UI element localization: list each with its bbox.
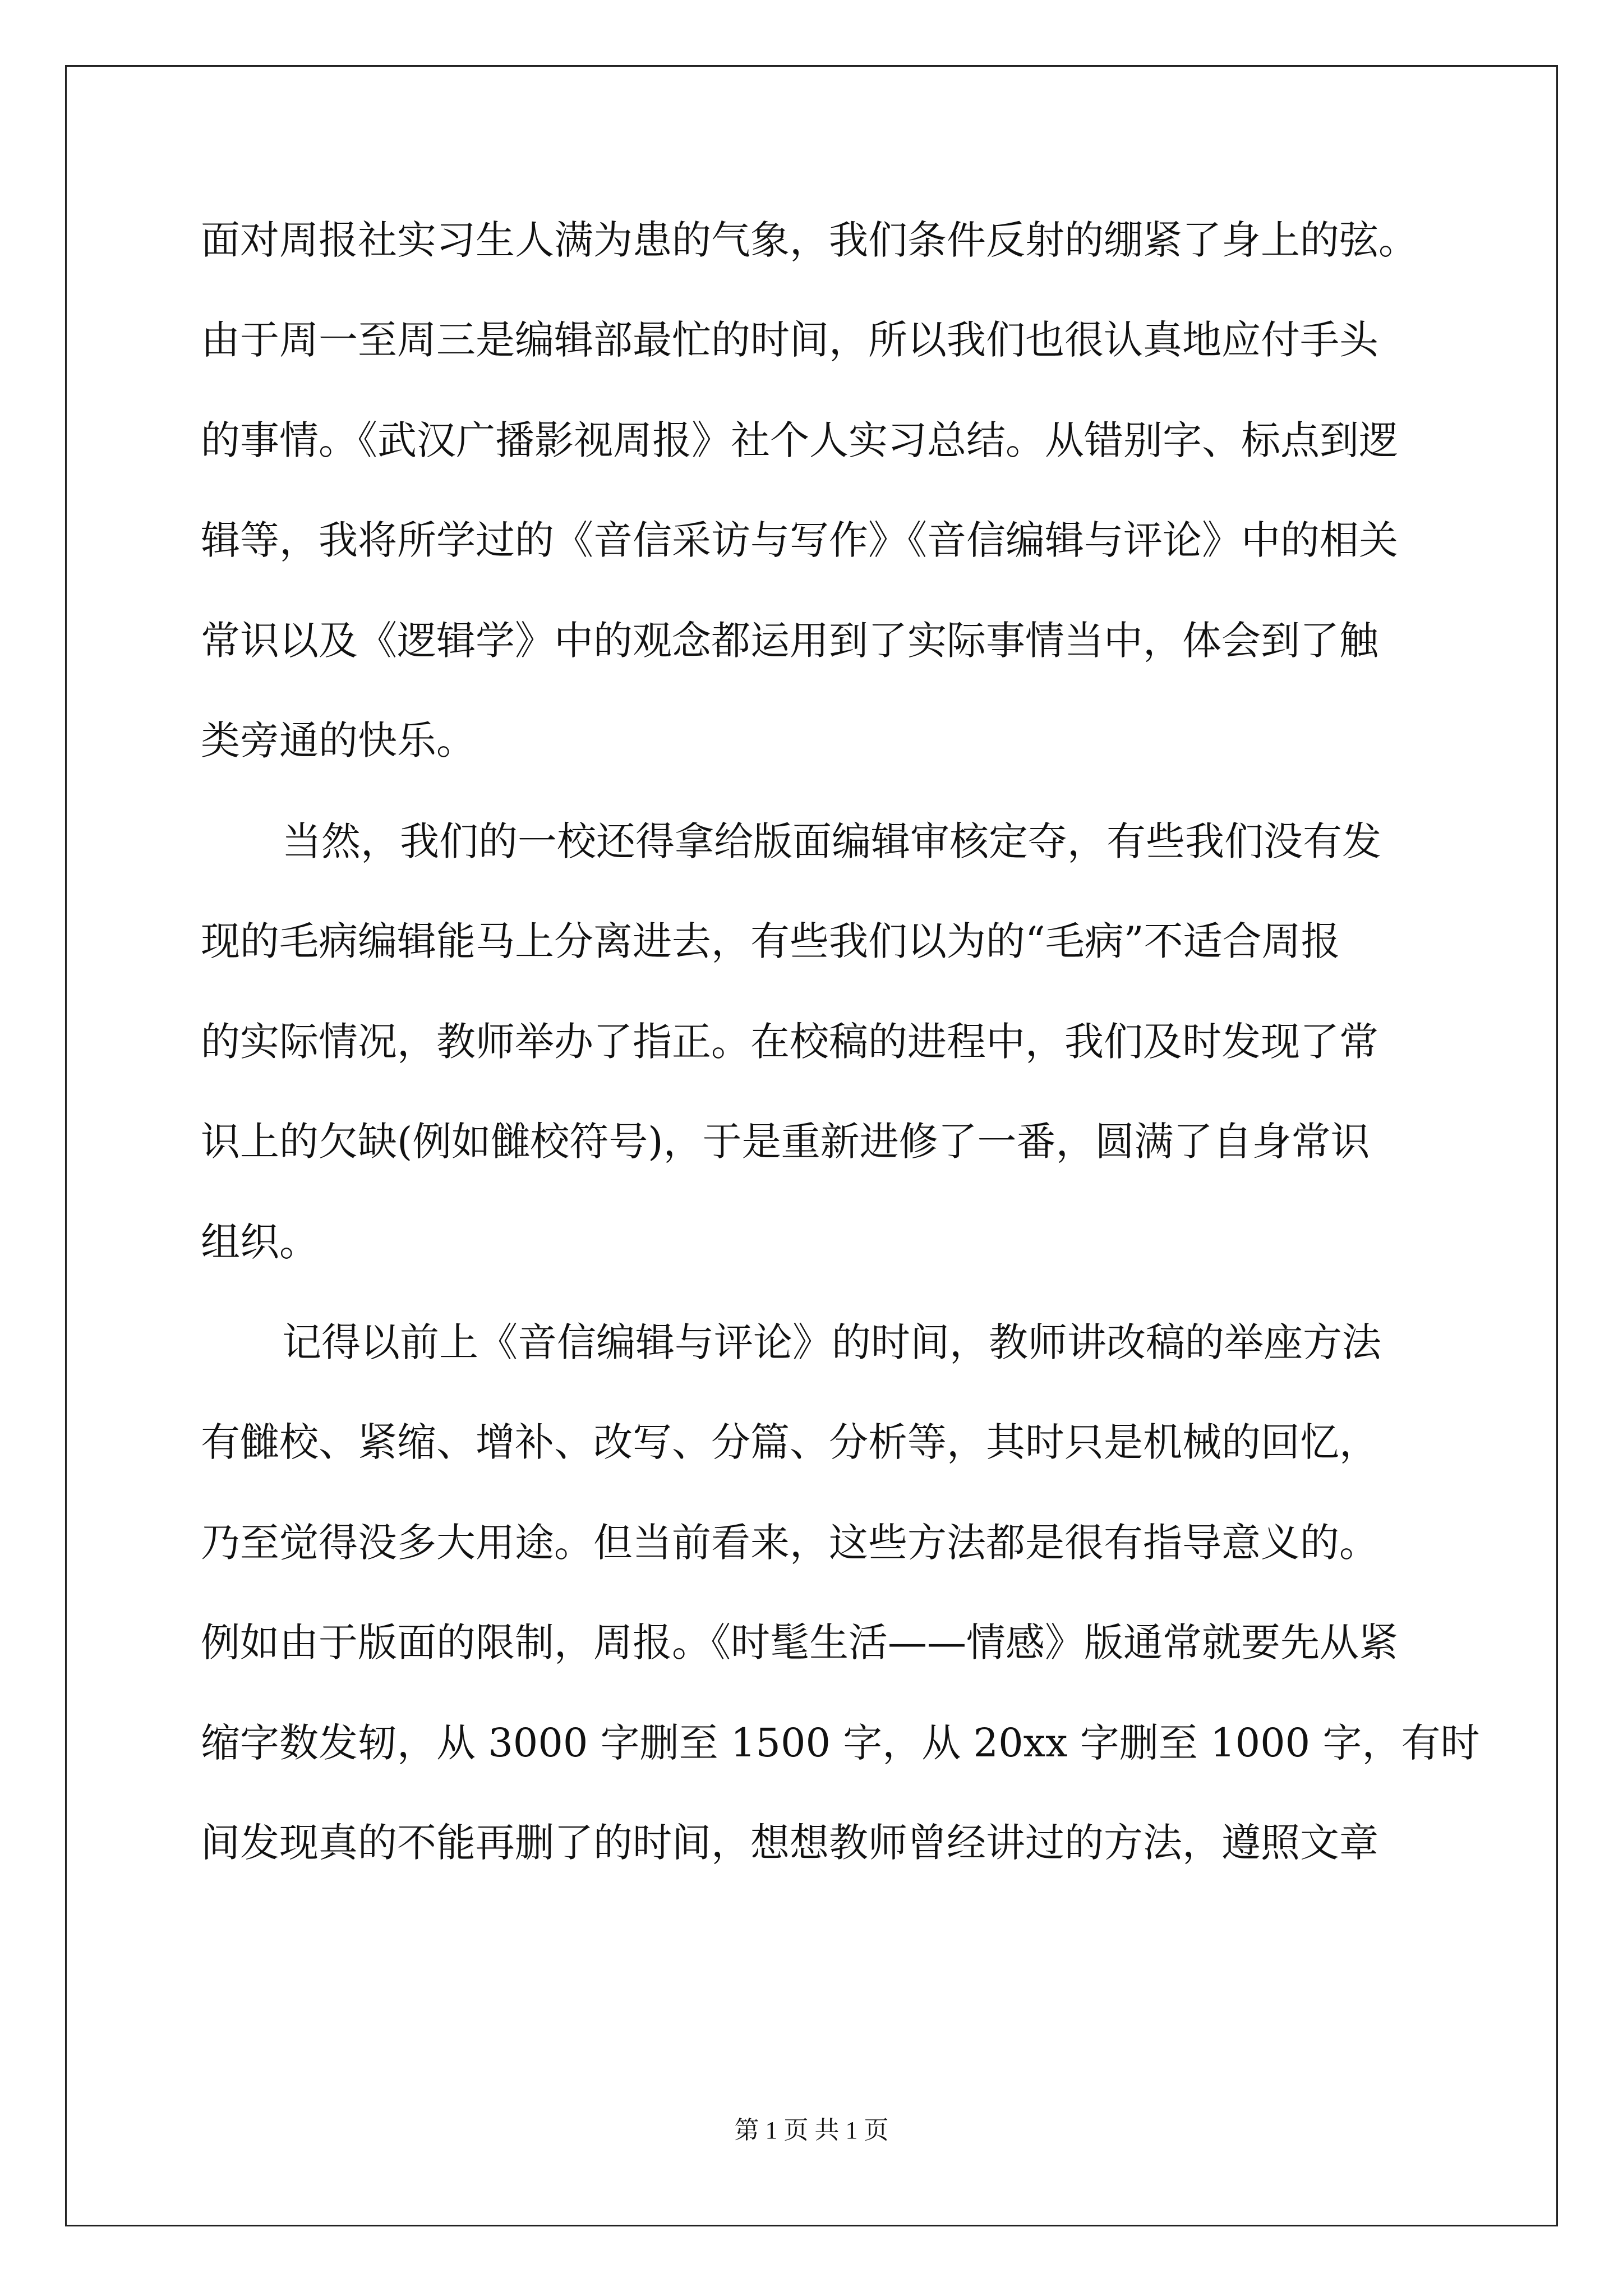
text-line: 缩字数发轫，从 3000 字删至 1500 字，从 20xx 字删至 1000 字，有时: [201, 1720, 1480, 1766]
text-line: 由于周一至周三是编辑部最忙的时间，所以我们也很认真地应付手头: [201, 317, 1378, 363]
text-line: 常识以及《逻辑学》中的观念都运用到了实际事情当中，体会到了触: [201, 618, 1378, 664]
text-line: 组织。: [201, 1219, 319, 1265]
text-line: 有雠校、紧缩、增补、改写、分篇、分析等，其时只是机械的回忆，: [201, 1419, 1378, 1465]
text-line: 例如由于版面的限制，周报。《时髦生活——情感》版通常就要先从紧: [201, 1619, 1398, 1665]
text-line: 的实际情况，教师举办了指正。在校稿的进程中，我们及时发现了常: [201, 1019, 1378, 1065]
text-line: 的事情。《武汉广播影视周报》社个人实习总结。从错别字、标点到逻: [201, 417, 1398, 463]
text-line: 辑等，我将所学过的《音信采访与写作》《音信编辑与评论》中的相关: [201, 517, 1398, 563]
text-line: 现的毛病编辑能马上分离进去，有些我们以为的“毛病”不适合周报: [201, 918, 1340, 964]
text-line: 乃至觉得没多大用途。但当前看来，这些方法都是很有指导意义的。: [201, 1520, 1378, 1566]
paragraph-first-line: 当然，我们的一校还得拿给版面编辑审核定夺，有些我们没有发: [282, 818, 1381, 864]
paragraph-first-line: 记得以前上《音信编辑与评论》的时间，教师讲改稿的举座方法: [282, 1319, 1381, 1365]
text-line: 类旁通的快乐。: [201, 717, 476, 763]
text-line: 间发现真的不能再删了的时间，想想教师曾经讲过的方法，遵照文章: [201, 1820, 1378, 1866]
page-number-footer: 第 1 页 共 1 页: [734, 2116, 889, 2144]
text-line: 面对周报社实习生人满为患的气象，我们条件反射的绷紧了身上的弦。: [201, 217, 1418, 263]
text-line: 识上的欠缺(例如雠校符号)，于是重新进修了一番，圆满了自身常识: [201, 1119, 1370, 1165]
